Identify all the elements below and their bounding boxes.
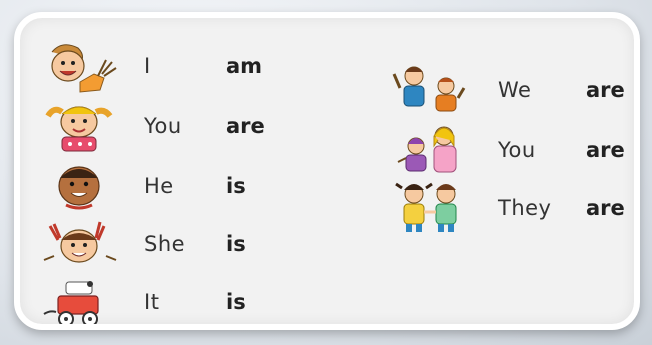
pronoun-label: You xyxy=(498,138,536,162)
verb-label: am xyxy=(226,54,263,78)
two-kids-waving-icon xyxy=(390,62,468,118)
two-kids-holding-hands-icon xyxy=(390,180,468,236)
row-you xyxy=(40,98,265,154)
boy-face-icon xyxy=(40,158,118,214)
pronoun-label: It xyxy=(144,290,160,314)
row-i xyxy=(40,38,263,94)
girl-face-icon xyxy=(40,216,118,272)
pronoun-label: We xyxy=(498,78,532,102)
pronoun-label: You xyxy=(144,114,182,138)
verb-label: is xyxy=(226,174,246,198)
girl-with-pigtails-icon xyxy=(40,98,118,154)
verb-label: are xyxy=(586,78,625,102)
row-they xyxy=(390,180,625,236)
verb-label: is xyxy=(226,290,246,314)
verb-label: are xyxy=(586,196,625,220)
toy-wagon-icon xyxy=(40,274,118,330)
row-it xyxy=(40,274,246,330)
pronoun-label: She xyxy=(144,232,186,256)
row-you-plural xyxy=(390,122,625,178)
two-girls-icon xyxy=(390,122,468,178)
row-we xyxy=(390,62,625,118)
verb-label: are xyxy=(586,138,625,162)
pronoun-label: I xyxy=(144,54,151,78)
waving-boy-icon xyxy=(40,38,118,94)
pronoun-card xyxy=(14,12,640,330)
row-he xyxy=(40,158,246,214)
verb-label: are xyxy=(226,114,265,138)
row-she xyxy=(40,216,246,272)
pronoun-label: He xyxy=(144,174,174,198)
verb-label: is xyxy=(226,232,246,256)
pronoun-label: They xyxy=(498,196,552,220)
